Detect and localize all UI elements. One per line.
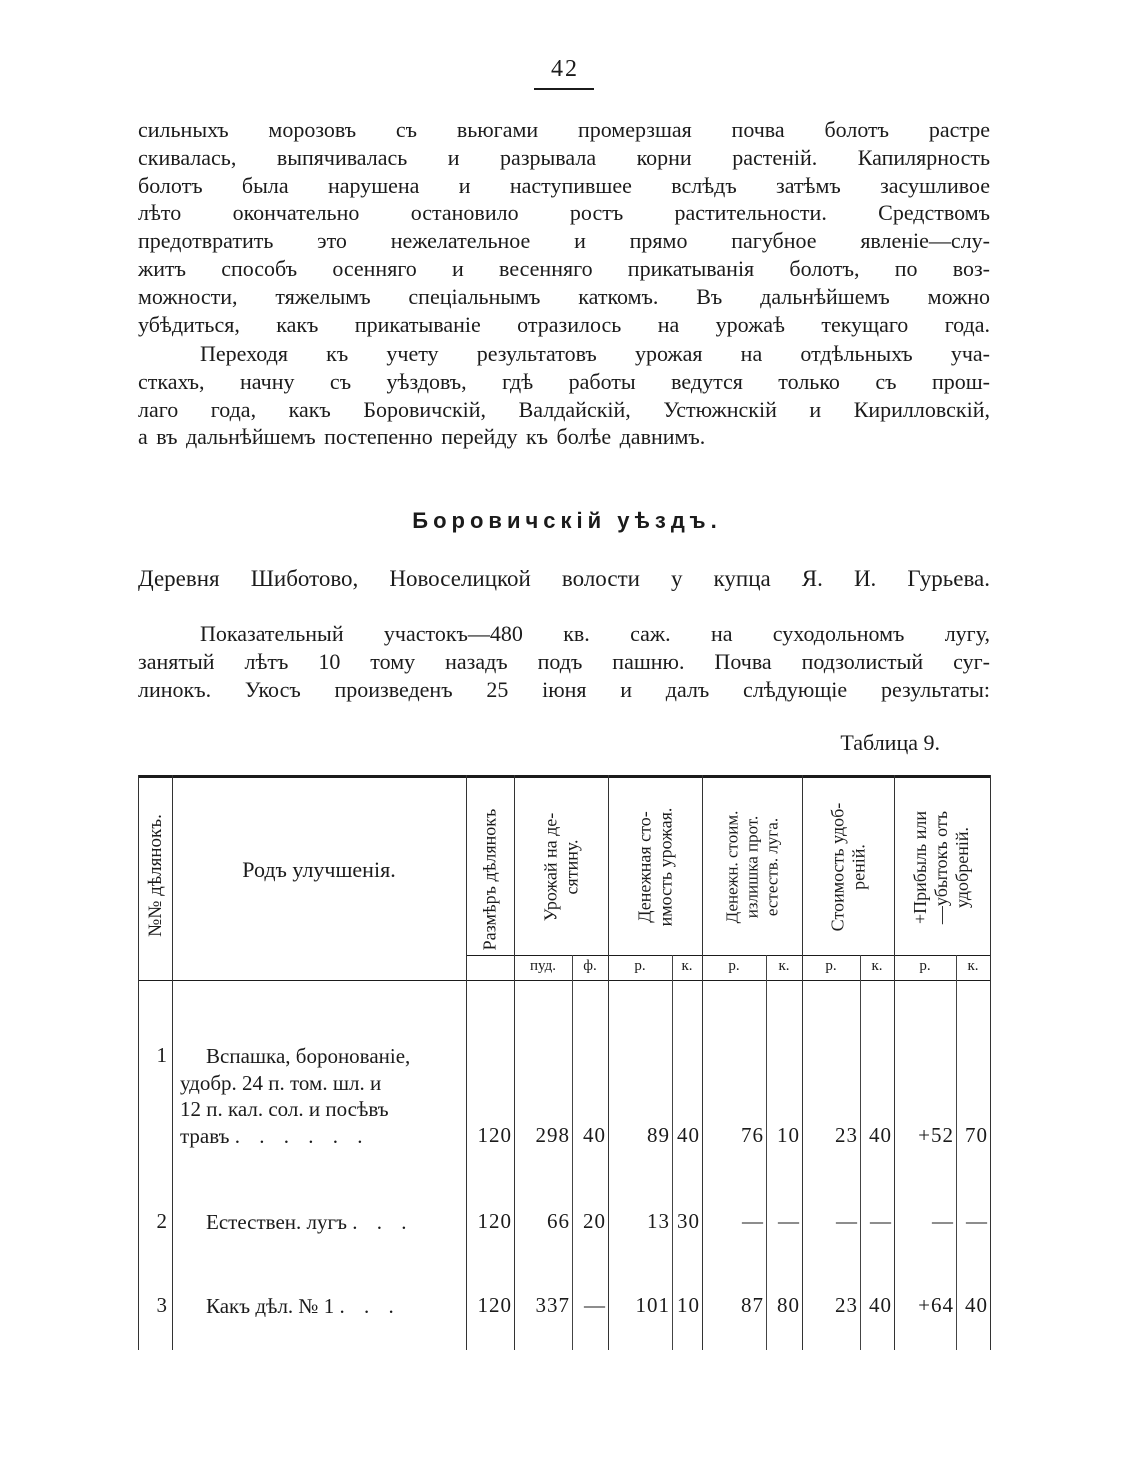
dot-leader: . . . [352, 1210, 414, 1234]
description-line [180, 1209, 462, 1236]
header-text-group [540, 813, 582, 922]
description-text: Какъ дѣл. № 1 [206, 1294, 335, 1318]
description-text: Естествен. лугъ [206, 1210, 347, 1234]
header-line: +Прибыль или [910, 810, 931, 924]
header-line: реній. [848, 844, 868, 890]
text-line: сильныхъ морозовъ съ вьюгами промерзшая почва болотъ растре [138, 117, 990, 142]
section-heading: Боровичскій уѣздъ. [412, 508, 722, 533]
paragraph-1 [138, 116, 990, 338]
text-line: сткахъ, начну съ уѣздовъ, гдѣ работы ведутся только съ прош- [138, 368, 990, 394]
description-line: 12 п. кал. сол. и посѣвъ [180, 1097, 389, 1121]
unit-label: р. [825, 958, 837, 974]
subcolumn-rule [572, 955, 573, 1350]
row-description [180, 1209, 462, 1236]
text-line: скивалась, выпячивалась и разрывала корни растеній. Капилярность [138, 144, 990, 170]
profit-k-cell: 70 [965, 1123, 988, 1147]
text-line: линокъ. Укосъ произведенъ 25 іюня и далъ слѣдующіе результаты: [138, 676, 990, 702]
header-text-group [634, 808, 676, 927]
text-line: житъ способъ осенняго и весенняго прикатыванія болотъ, по воз- [138, 255, 990, 281]
profit-k-cell: 40 [965, 1293, 988, 1317]
header-surplus [702, 779, 802, 955]
text-line: Переходя къ учету результатовъ урожая на отдѣльныхъ уча- [200, 341, 990, 366]
description-line: Вспашка, боронованіе, [206, 1044, 411, 1068]
profit-r-cell: +52 [918, 1123, 954, 1147]
yield-pud-cell: 66 [547, 1209, 570, 1233]
subcolumn-rule [672, 955, 673, 1350]
yield-f-cell: 40 [583, 1123, 606, 1147]
value-r-cell: 89 [647, 1123, 670, 1147]
surplus-k-cell: 10 [777, 1123, 800, 1147]
unit-label: к. [871, 958, 883, 974]
value-k-cell: 30 [677, 1209, 700, 1233]
profit-k-cell: — [966, 1209, 988, 1233]
text-line: Показательный участокъ—480 кв. саж. на суходольномъ лугу, [200, 621, 990, 646]
description-text: травъ [180, 1123, 230, 1148]
unit-label: к. [681, 958, 693, 974]
row-description [180, 1293, 462, 1320]
value-k-cell: 10 [677, 1293, 700, 1317]
row-number: 3 [156, 1293, 168, 1317]
text-line: болотъ была нарушена и наступившее вслѣдъ затѣмъ засушливое [138, 172, 990, 198]
text-line: лаго года, какъ Боровичскій, Валдайскій, Устюжнскій и Кирилловскій, [138, 396, 990, 422]
header-plot-size [466, 779, 514, 979]
header-profit-loss [894, 779, 990, 955]
yield-pud-cell: 298 [535, 1123, 570, 1147]
location-line: Деревня Шиботово, Новоселицкой волости у купца Я. И. Гурьева. [138, 566, 990, 591]
text-line: лѣто окончательно остановило ростъ растительности. Средствомъ [138, 200, 990, 226]
header-yield [514, 779, 608, 955]
text-line: предотвратить это нежелательное и прямо пагубное явленіе—слу- [138, 228, 990, 254]
header-value [608, 779, 702, 955]
table-top-rule [138, 775, 990, 778]
plot-size-cell: 120 [477, 1123, 512, 1147]
unit-label: пуд. [530, 958, 556, 974]
unit-label: к. [967, 958, 979, 974]
plot-size-cell: 120 [477, 1209, 512, 1233]
profit-r-cell: — [932, 1209, 954, 1233]
yield-pud-cell: 337 [535, 1293, 570, 1317]
unit-label: р. [728, 958, 740, 974]
yield-f-cell: — [584, 1293, 606, 1317]
surplus-r-cell: 76 [741, 1123, 764, 1147]
header-bottom-rule [138, 980, 990, 981]
subcolumn-rule [956, 955, 957, 1350]
row-description [180, 1043, 462, 1149]
fert-r-cell: 23 [835, 1293, 858, 1317]
header-text-group [911, 810, 974, 923]
header-line: удобреній. [952, 826, 973, 908]
header-line: Стоимость удоб- [827, 802, 847, 932]
surplus-k-cell: — [778, 1209, 800, 1233]
column-rule [990, 775, 991, 1350]
description-line: удобр. 24 п. том. шл. и [180, 1070, 382, 1095]
results-table [138, 775, 990, 1350]
subcolumn-rule [766, 955, 767, 1350]
fert-k-cell: — [870, 1209, 892, 1233]
yield-f-cell: 20 [583, 1209, 606, 1233]
unit-label: р. [919, 958, 931, 974]
value-k-cell: 40 [677, 1123, 700, 1147]
surplus-r-cell: — [742, 1209, 764, 1233]
header-line: сятину. [561, 839, 582, 895]
header-plot-no [138, 779, 172, 971]
text-line: занятый лѣтъ 10 тому назадъ подъ пашню. Почва подзолистый суг- [138, 648, 990, 674]
page-number-rule [534, 88, 594, 90]
header-line: Денежная сто- [634, 811, 655, 923]
page-number: 42 [551, 56, 579, 82]
header-fertilizer-cost [802, 779, 894, 955]
surplus-r-cell: 87 [741, 1293, 764, 1317]
subcolumn-rule [860, 955, 861, 1350]
text-line: можности, тяжелымъ спеціальнымъ каткомъ. Въ дальнѣйшемъ можно [138, 283, 990, 309]
description-line [180, 1123, 462, 1150]
paragraph-2 [138, 340, 990, 451]
fert-r-cell: — [836, 1209, 858, 1233]
header-text: №№ дѣлянокъ. [144, 813, 166, 937]
fert-r-cell: 23 [835, 1123, 858, 1147]
row-number: 1 [156, 1043, 168, 1067]
text-line: а въ дальнѣйшемъ постепенно перейду къ болѣе давнимъ. [138, 424, 706, 450]
unit-label: к. [778, 958, 790, 974]
value-r-cell: 101 [635, 1293, 670, 1317]
header-improvement: Родъ улучшенія. [242, 857, 396, 882]
value-r-cell: 13 [647, 1209, 670, 1233]
header-line: имость урожая. [655, 807, 676, 927]
text-line: убѣдиться, какъ прикатываніе отразилось на урожаѣ текущаго года. [138, 311, 990, 337]
dot-leader: . . . . . . [234, 1123, 370, 1148]
profit-r-cell: +64 [918, 1293, 954, 1317]
fert-k-cell: 40 [869, 1123, 892, 1147]
table-caption: Таблица 9. [840, 730, 940, 755]
header-line: —убытокъ отъ [931, 810, 952, 924]
units-rule [466, 955, 990, 956]
plot-size-cell: 120 [477, 1293, 512, 1317]
header-line: естеств. луга. [762, 817, 782, 917]
row-number: 2 [156, 1209, 168, 1233]
header-line: Урожай на де- [540, 812, 561, 922]
dot-leader: . . . [339, 1294, 401, 1318]
header-line: Денежн. стоим. [722, 810, 742, 924]
surplus-k-cell: 80 [777, 1293, 800, 1317]
unit-label: р. [634, 958, 646, 974]
paragraph-3 [138, 620, 990, 703]
description-line [180, 1293, 462, 1320]
header-text: Размѣръ дѣлянокъ [479, 808, 500, 950]
fert-k-cell: 40 [869, 1293, 892, 1317]
header-line: излишка прот. [742, 815, 762, 919]
unit-label: ф. [583, 958, 597, 974]
header-text-group [722, 811, 782, 924]
header-text-group [827, 803, 869, 932]
